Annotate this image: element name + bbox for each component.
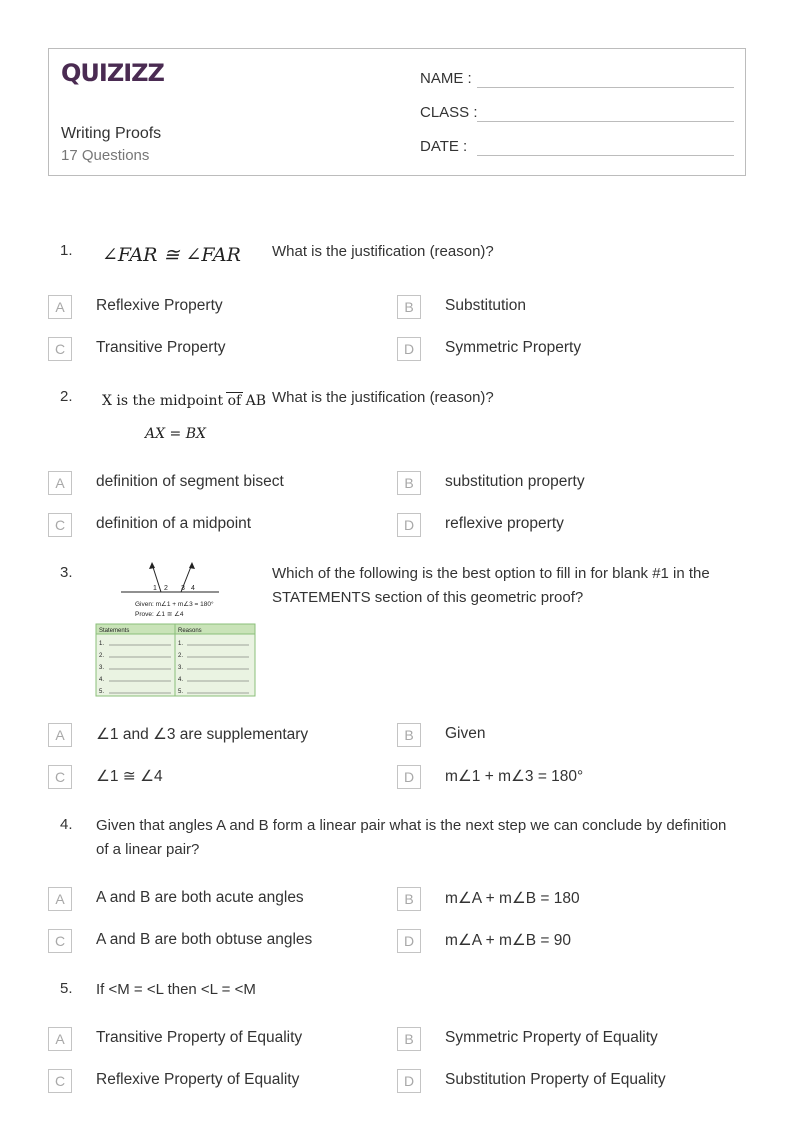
question-text: What is the justification (reason)? xyxy=(272,243,494,260)
question-math: ∠FAR ≅ ∠FAR xyxy=(102,244,241,266)
name-label: NAME : xyxy=(420,70,472,87)
option-text: Symmetric Property xyxy=(445,339,582,356)
option-text: Transitive Property xyxy=(96,339,226,356)
question-text: Given that angles A and B form a linear pair what is the next step we can conclude by definition of a linear pair? xyxy=(96,817,727,858)
option-text: definition of segment bisect xyxy=(96,473,284,490)
option-letter: B xyxy=(397,471,421,495)
reason-row-2: 2. xyxy=(178,653,184,659)
reasons-header: Reasons xyxy=(178,628,202,634)
question-number: 2. xyxy=(60,388,73,405)
option-text: reflexive property xyxy=(445,515,564,532)
date-line xyxy=(477,155,734,156)
class-line xyxy=(477,121,734,122)
question-number: 5. xyxy=(60,980,73,997)
statement-row-3: 3. xyxy=(99,665,105,671)
option-text: ∠1 ≅ ∠4 xyxy=(96,768,163,785)
date-field xyxy=(420,134,734,158)
name-line xyxy=(477,87,734,88)
angle-label-4: 4 xyxy=(191,585,195,592)
option-letter: B xyxy=(397,723,421,747)
option-text: Reflexive Property of Equality xyxy=(96,1071,300,1088)
given-text: Given: m∠1 + m∠3 = 180° xyxy=(135,601,214,608)
question-text: If <M = <L then <L = <M xyxy=(96,981,256,998)
option-letter: B xyxy=(397,887,421,911)
right-arrowhead xyxy=(189,562,195,569)
date-label: DATE : xyxy=(420,138,468,155)
name-field xyxy=(420,66,734,90)
option-letter: A xyxy=(48,887,72,911)
option-text: A and B are both obtuse angles xyxy=(96,931,313,948)
option-letter: B xyxy=(397,295,421,319)
option-letter: D xyxy=(397,1069,421,1093)
angle-label-3: 3 xyxy=(181,585,185,592)
option-text: Reflexive Property xyxy=(96,297,223,314)
question-math-line-2: AX = BX xyxy=(145,426,206,442)
question-text: Which of the following is the best option to fill in for blank #1 in the STATEMENTS section of this geometric proof? xyxy=(272,565,710,606)
reason-row-5: 5. xyxy=(178,689,184,695)
option-letter: C xyxy=(48,513,72,537)
option-text: Substitution xyxy=(445,297,526,314)
option-text: substitution property xyxy=(445,473,585,490)
class-field xyxy=(420,100,734,124)
statement-row-5: 5. xyxy=(99,689,105,695)
statement-row-4: 4. xyxy=(99,677,105,683)
option-text: Given xyxy=(445,725,486,742)
overline-mark xyxy=(226,392,243,393)
question-number: 1. xyxy=(60,242,73,259)
statement-row-1: 1. xyxy=(99,641,105,647)
question-math-line-1: X is the midpoint of AB xyxy=(102,393,267,409)
statements-header: Statements xyxy=(99,628,130,634)
left-arrowhead xyxy=(149,562,155,569)
class-label: CLASS : xyxy=(420,104,478,121)
proof-figure xyxy=(95,558,257,698)
quizizz-logo: QUIZIZZ xyxy=(61,59,164,87)
option-letter: D xyxy=(397,337,421,361)
reason-row-1: 1. xyxy=(178,641,184,647)
reason-row-4: 4. xyxy=(178,677,184,683)
angle-label-2: 2 xyxy=(164,585,168,592)
angle-label-1: 1 xyxy=(153,585,157,592)
option-letter: A xyxy=(48,1027,72,1051)
option-letter: A xyxy=(48,471,72,495)
option-text: Symmetric Property of Equality xyxy=(445,1029,658,1046)
option-letter: C xyxy=(48,929,72,953)
worksheet-title: Writing Proofs xyxy=(61,125,162,142)
option-text: Transitive Property of Equality xyxy=(96,1029,303,1046)
option-letter: B xyxy=(397,1027,421,1051)
option-text: m∠1 + m∠3 = 180° xyxy=(445,768,584,785)
option-text: ∠1 and ∠3 are supplementary xyxy=(96,726,309,743)
prove-text: Prove: ∠1 ≅ ∠4 xyxy=(135,611,184,618)
worksheet-header xyxy=(48,48,746,176)
reason-row-3: 3. xyxy=(178,665,184,671)
option-letter: D xyxy=(397,513,421,537)
option-letter: A xyxy=(48,295,72,319)
option-letter: D xyxy=(397,765,421,789)
option-text: m∠A + m∠B = 180 xyxy=(445,890,580,907)
option-letter: C xyxy=(48,1069,72,1093)
question-number: 4. xyxy=(60,816,73,833)
question-text: What is the justification (reason)? xyxy=(272,389,494,406)
option-letter: D xyxy=(397,929,421,953)
option-letter: C xyxy=(48,337,72,361)
option-letter: C xyxy=(48,765,72,789)
question-count: 17 Questions xyxy=(61,147,150,164)
statement-row-2: 2. xyxy=(99,653,105,659)
question-number: 3. xyxy=(60,564,73,581)
option-text: definition of a midpoint xyxy=(96,515,252,532)
option-text: A and B are both acute angles xyxy=(96,889,304,906)
option-text: m∠A + m∠B = 90 xyxy=(445,932,572,949)
option-letter: A xyxy=(48,723,72,747)
option-text: Substitution Property of Equality xyxy=(445,1071,666,1088)
